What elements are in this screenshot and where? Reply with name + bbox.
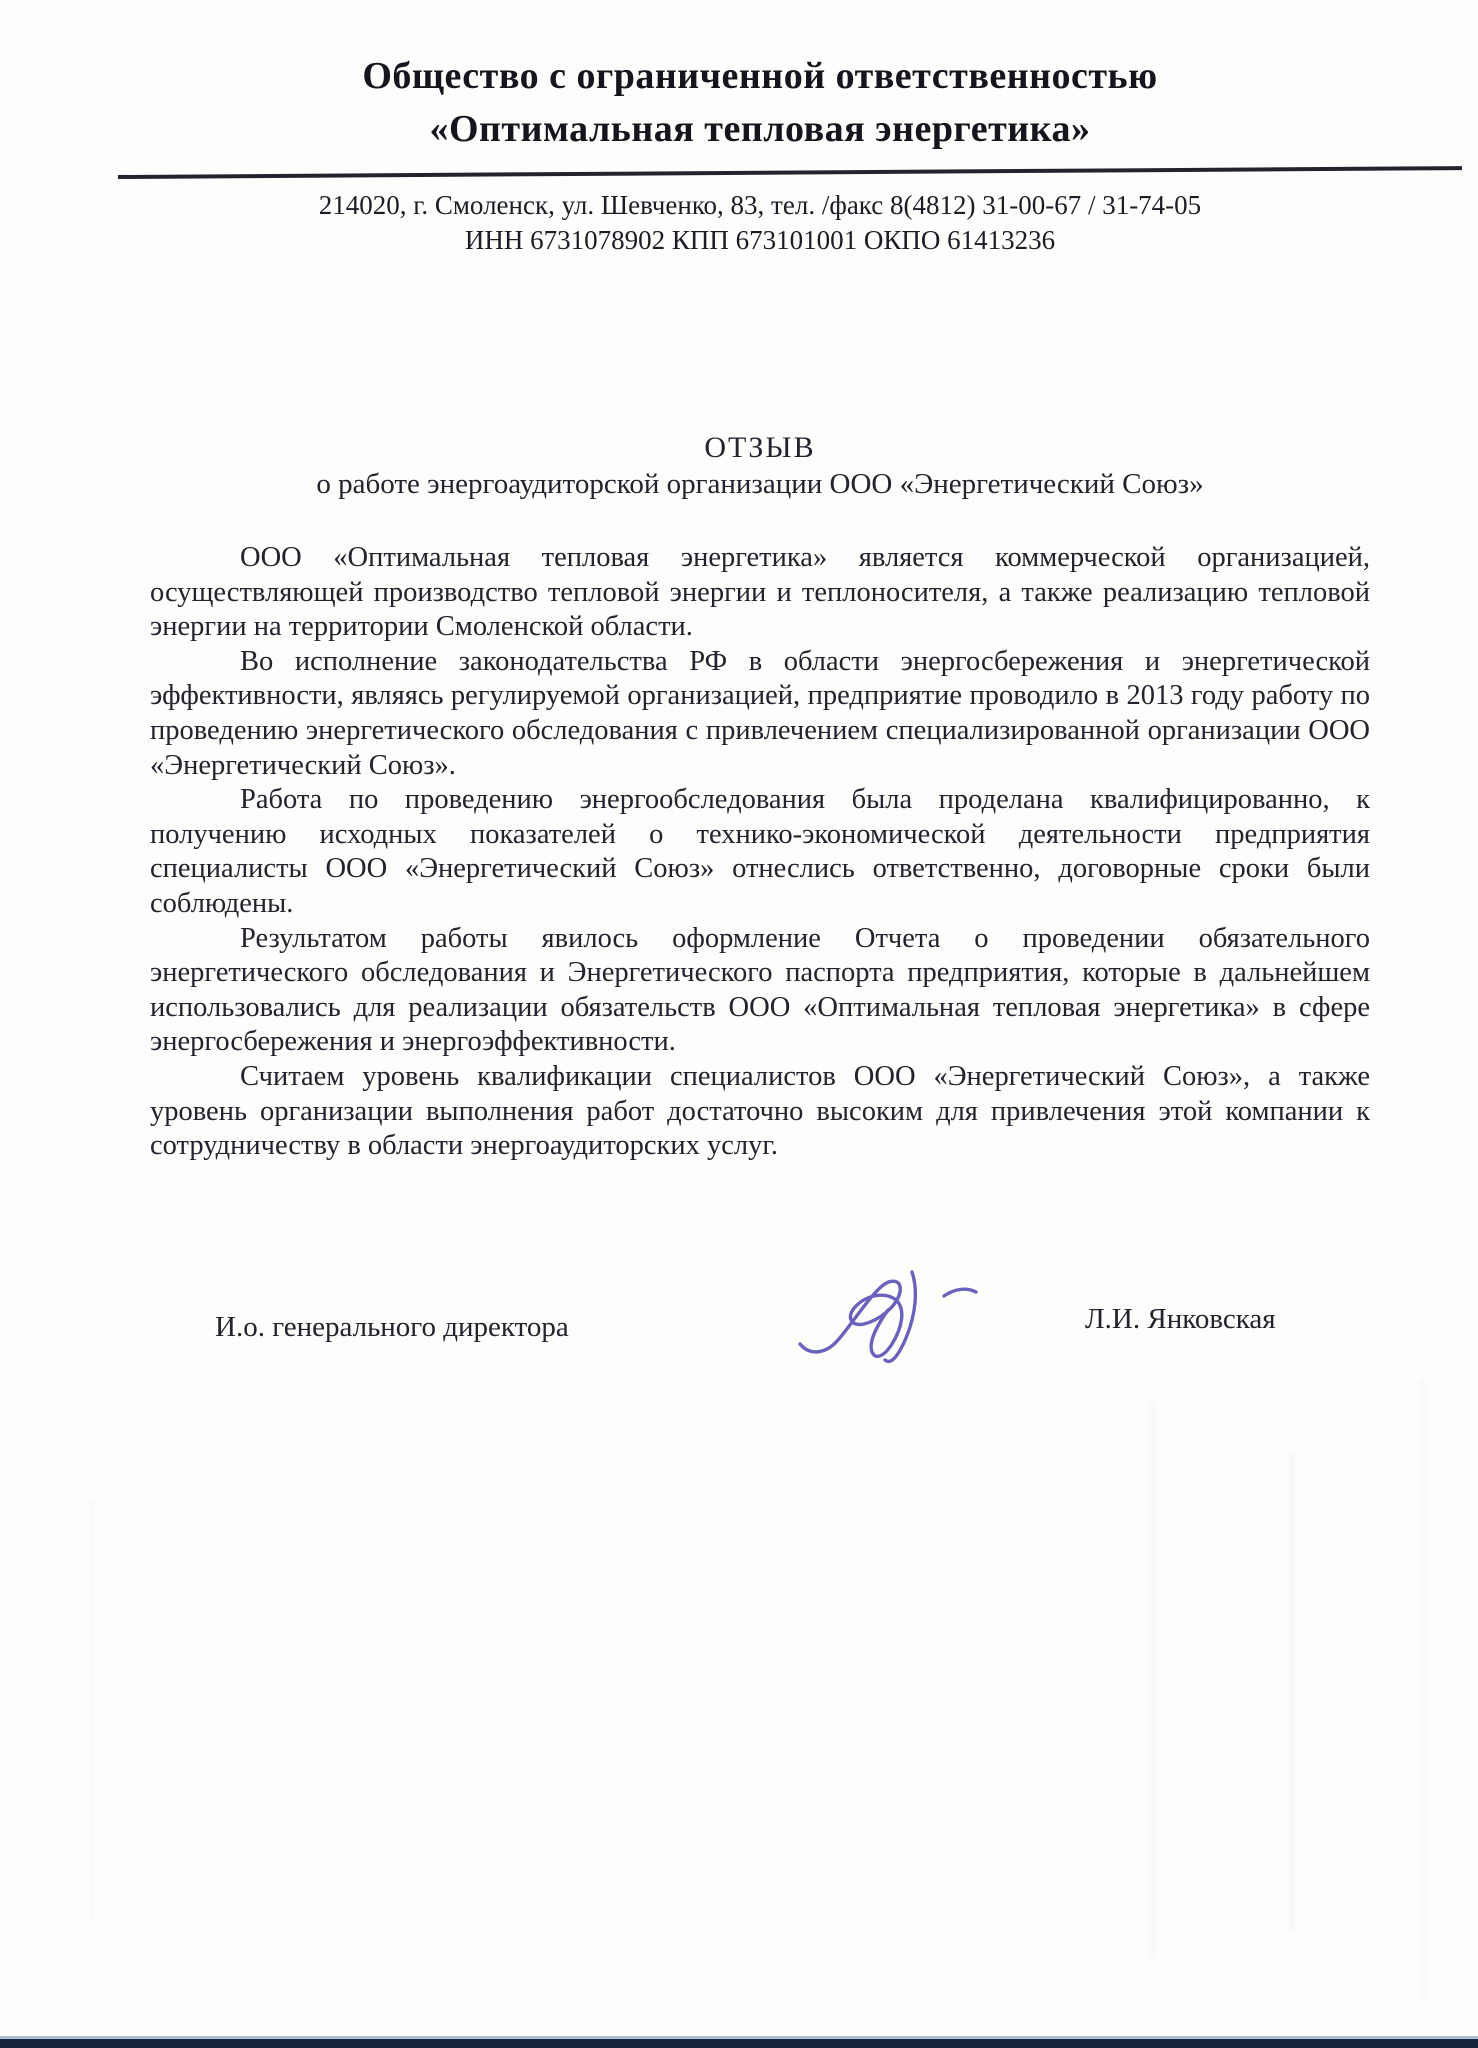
org-name-line1: Общество с ограниченной ответственностью [362,55,1158,97]
address-line1: 214020, г. Смоленск, ул. Шевченко, 83, тел. /факс 8(4812) 31-00-67 / 31-74-05 [318,190,1202,220]
signatory-name: Л.И. Янковская [1085,1303,1276,1335]
scan-noise [1290,1450,1295,1930]
paragraph: Во исполнение законодательства РФ в области энергосбережения и энергетической эффективности, являясь регулируемой организацией, предприятие проводило в 2013 году работу по проведению энергетического обследования с привлечением специализированной организации ООО «Энергетический Союз». [150,645,1370,781]
scan-noise [1150,1400,1156,1960]
org-name-line2: «Оптимальная тепловая энергетика» [429,108,1091,150]
document-title: ОТЗЫВ [704,431,816,464]
scan-noise [1420,1380,1425,2000]
document-subtitle: о работе энергоаудиторской организации ООО «Энергетический Союз» [316,468,1204,500]
paragraph: ООО «Оптимальная тепловая энергетика» является коммерческой организацией, осуществляющей производство тепловой энергии и теплоносителя, а также реализацию тепловой энергии на территории Смоленской области. [150,542,1370,643]
document-body [150,541,1370,1164]
letterhead-address [150,188,1370,258]
paragraph: Работа по проведению энергообследования была проделана квалифицированно, к получению исходных показателей о технико-экономической деятельности предприятия специалисты ООО «Энергетический Союз» отнеслись ответственно, договорные сроки были соблюдены. [150,784,1370,919]
handwritten-signature [788,1262,988,1374]
paragraph: Результатом работы явилось оформление Отчета о проведении обязательного энергетического обследования и Энергетического паспорта предприятия, которые в дальнейшем использовались для реализации обязательств ООО «Оптимальная тепловая энергетика» в сфере энергосбережения и энергоэффективности. [150,922,1370,1058]
letterhead-org-name [150,50,1370,156]
letterhead-divider [118,166,1462,178]
scan-noise [90,1500,94,1920]
address-line2: ИНН 6731078902 КПП 673101001 ОКПО 61413236 [464,225,1056,255]
scan-bottom-edge [0,2036,1478,2048]
signatory-position-label: И.о. генерального директора [215,1311,569,1343]
paragraph: Считаем уровень квалификации специалистов ООО «Энергетический Союз», а также уровень организации выполнения работ достаточно высоким для привлечения этой компании к сотрудничеству в области энергоаудиторских услуг. [150,1060,1370,1162]
